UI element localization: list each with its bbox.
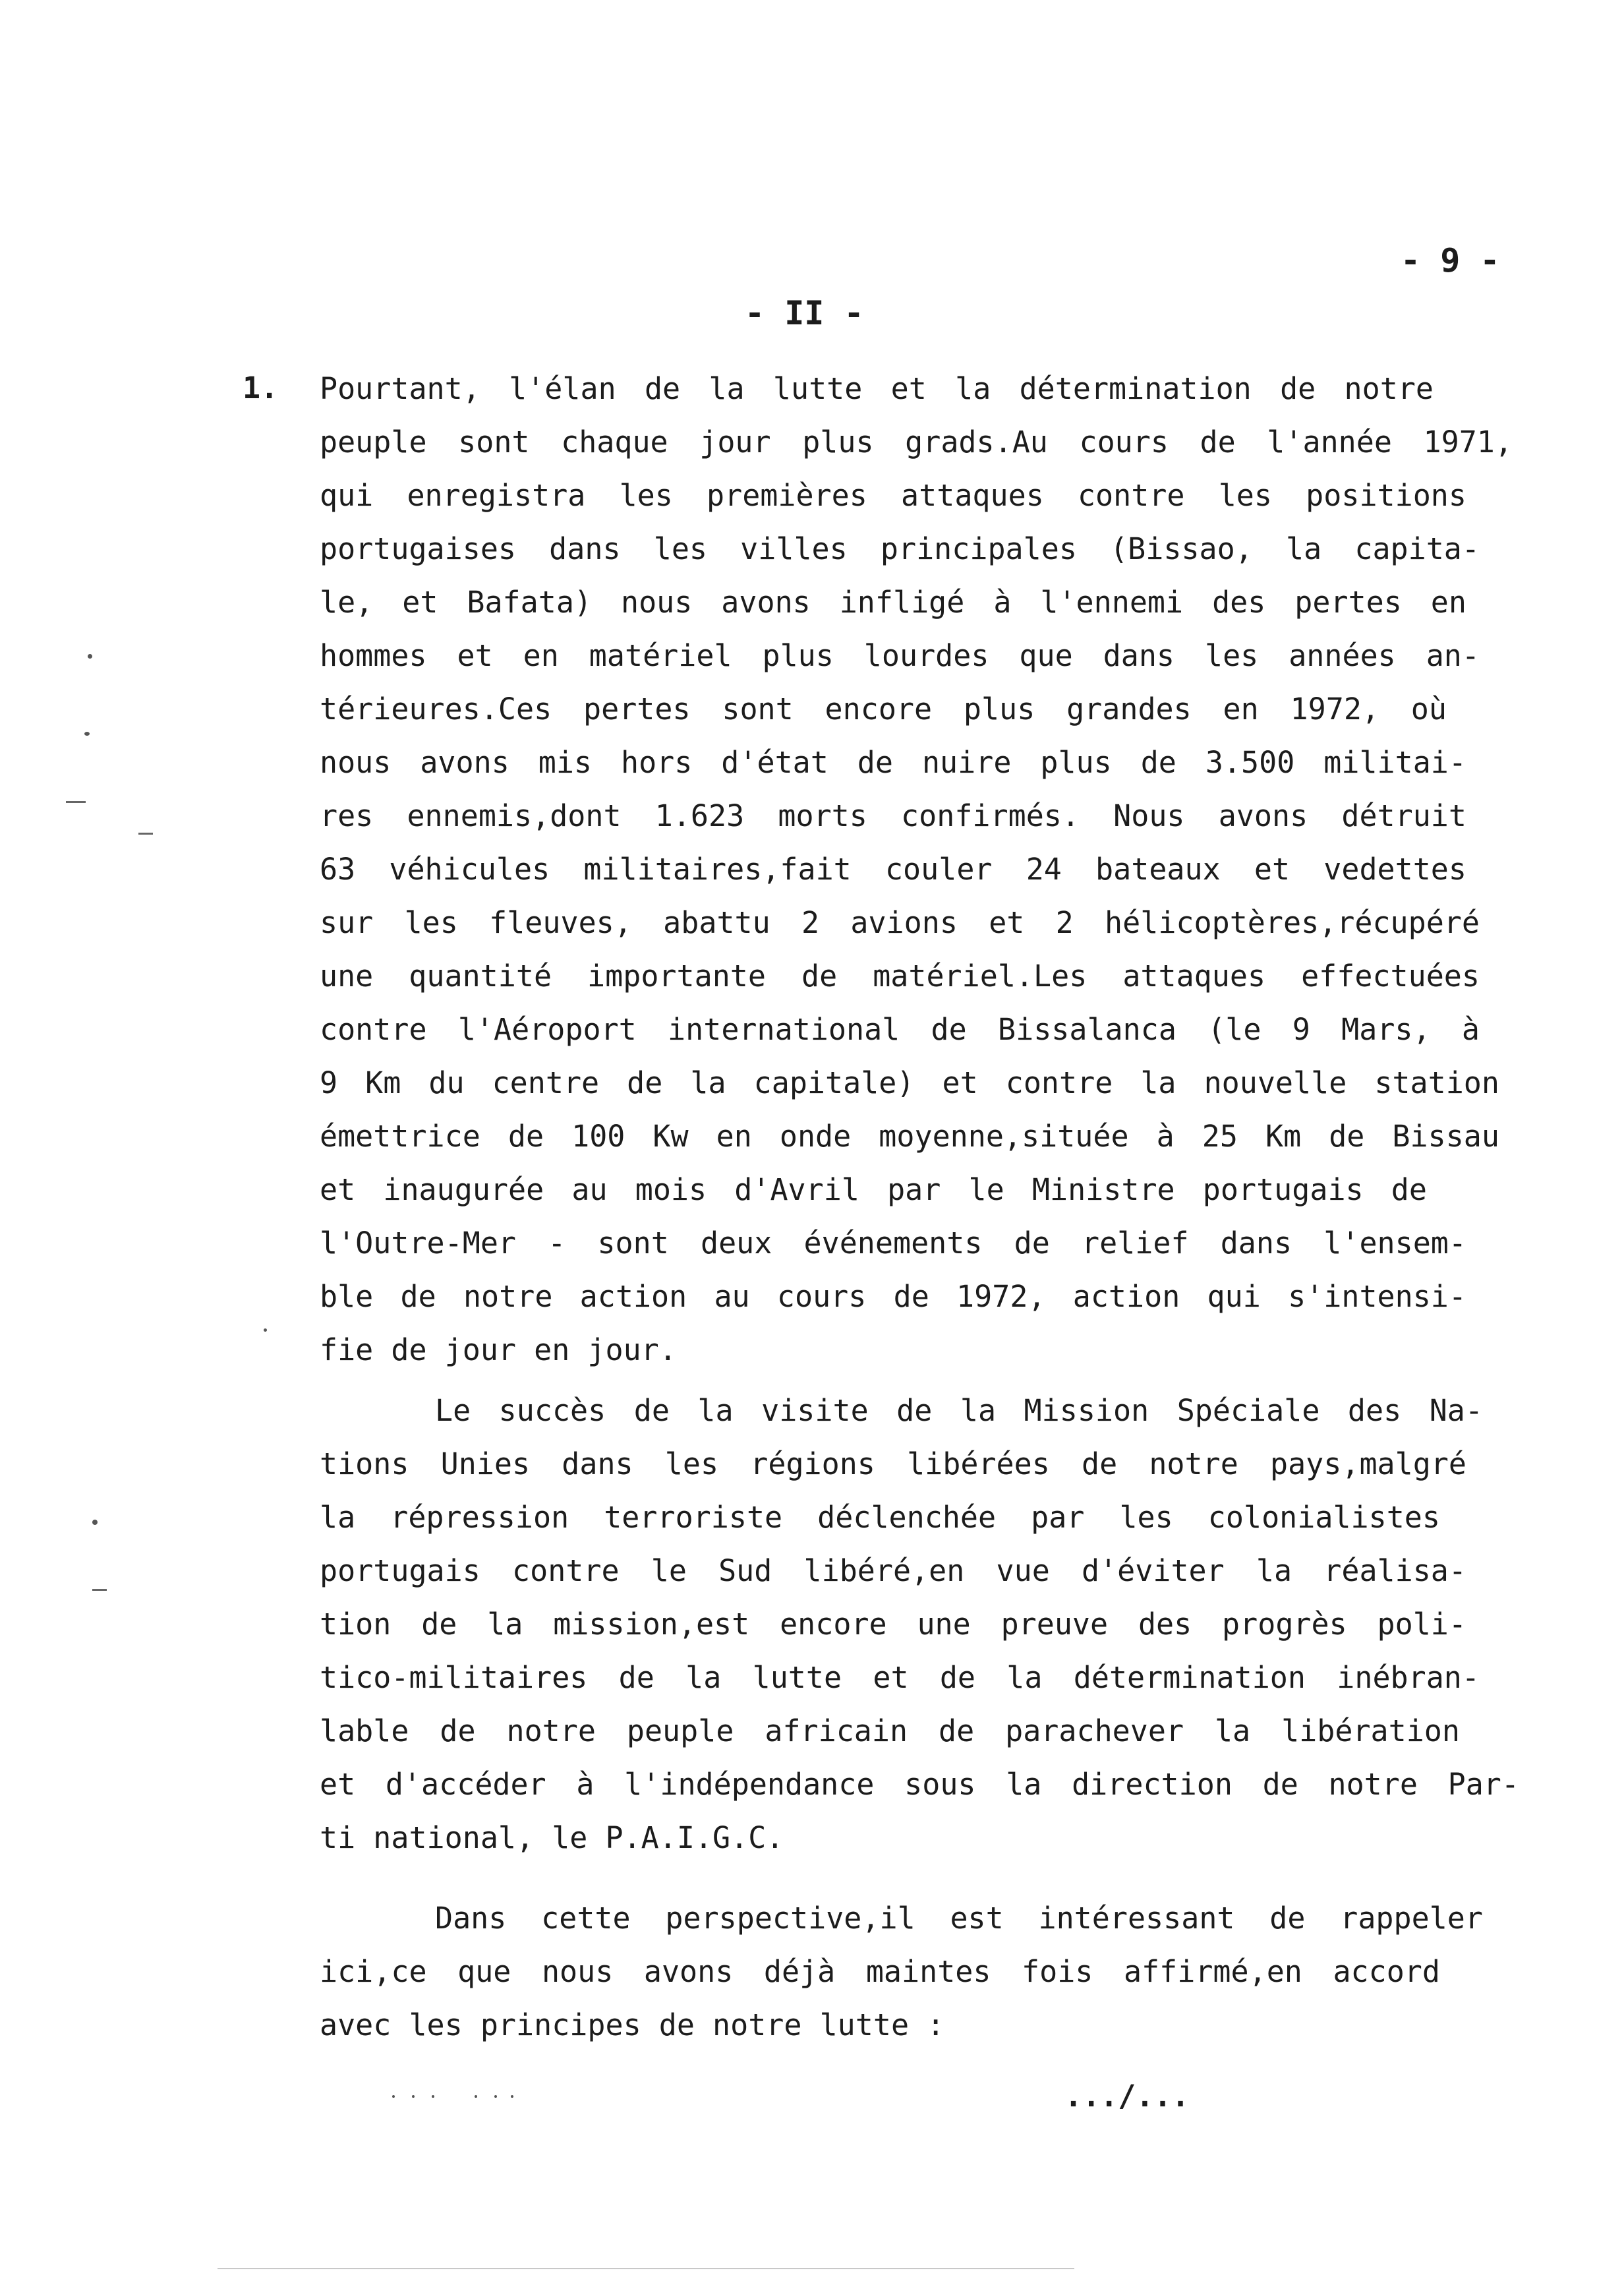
scan-speck <box>88 654 92 659</box>
scan-speck <box>264 1328 267 1332</box>
text-line: peuple sont chaque jour plus grads.Au cours de l'année 1971, <box>320 425 1513 460</box>
text-line: une quantité importante de matériel.Les attaques effectuées <box>320 959 1480 994</box>
scan-speck <box>84 732 90 736</box>
text-line: émettrice de 100 Kw en onde moyenne,située à 25 Km de Bissau <box>320 1119 1499 1154</box>
scan-bottom-edge <box>218 2268 1074 2269</box>
text-line: Dans cette perspective,il est intéressant de rappeler <box>435 1901 1483 1936</box>
scan-speck <box>494 2095 497 2098</box>
text-line: hommes et en matériel plus lourdes que dans les années an- <box>320 638 1480 673</box>
text-line: portugaises dans les villes principales (Bissao, la capita- <box>320 531 1480 566</box>
text-line: tion de la mission,est encore une preuve des progrès poli- <box>320 1607 1466 1642</box>
text-line: ble de notre action au cours de 1972, action qui s'intensi- <box>320 1279 1466 1314</box>
scan-speck <box>412 2095 415 2098</box>
paragraph-number: 1. <box>243 371 279 405</box>
text-line: res ennemis,dont 1.623 morts confirmés. Nous avons détruit <box>320 798 1466 833</box>
scan-speck <box>475 2095 477 2098</box>
text-line: le, et Bafata) nous avons infligé à l'ennemi des pertes en <box>320 585 1466 620</box>
text-line: avec les principes de notre lutte : <box>320 2007 945 2042</box>
section-heading: - II - <box>745 294 864 332</box>
scan-mark <box>138 833 153 835</box>
text-line: ici,ce que nous avons déjà maintes fois affirmé,en accord <box>320 1954 1440 1989</box>
text-line: fie de jour en jour. <box>320 1332 677 1367</box>
scan-speck <box>511 2095 513 2098</box>
text-line: sur les fleuves, abattu 2 avions et 2 hélicoptères,récupéré <box>320 905 1480 940</box>
scan-speck <box>392 2095 395 2098</box>
text-line: térieures.Ces pertes sont encore plus grandes en 1972, où <box>320 692 1447 727</box>
page-number: - 9 - <box>1401 241 1500 280</box>
text-line: contre l'Aéroport international de Bissalanca (le 9 Mars, à <box>320 1012 1480 1047</box>
scan-mark <box>92 1589 107 1591</box>
continuation-mark: .../... <box>1064 2079 1190 2114</box>
text-line: la répression terroriste déclenchée par les colonialistes <box>320 1500 1440 1535</box>
text-line: et d'accéder à l'indépendance sous la direction de notre Par- <box>320 1767 1519 1802</box>
text-line: portugais contre le Sud libéré,en vue d'éviter la réalisa- <box>320 1553 1466 1588</box>
text-line: lable de notre peuple africain de parachever la libération <box>320 1713 1460 1748</box>
text-line: 9 Km du centre de la capitale) et contre la nouvelle station <box>320 1065 1499 1100</box>
scan-speck <box>92 1520 98 1525</box>
text-line: qui enregistra les premières attaques contre les positions <box>320 478 1466 513</box>
scan-speck <box>432 2095 434 2098</box>
text-line: Le succès de la visite de la Mission Spéciale des Na- <box>435 1393 1483 1428</box>
text-line: ti national, le P.A.I.G.C. <box>320 1820 784 1855</box>
text-line: 63 véhicules militaires,fait couler 24 bateaux et vedettes <box>320 852 1466 887</box>
text-line: tions Unies dans les régions libérées de notre pays,malgré <box>320 1446 1466 1481</box>
text-line: Pourtant, l'élan de la lutte et la détermination de notre <box>320 371 1434 406</box>
scan-mark <box>66 801 86 803</box>
text-line: nous avons mis hors d'état de nuire plus de 3.500 militai- <box>320 745 1466 780</box>
text-line: et inaugurée au mois d'Avril par le Ministre portugais de <box>320 1172 1427 1207</box>
text-line: l'Outre-Mer - sont deux événements de relief dans l'ensem- <box>320 1226 1466 1261</box>
text-line: tico-militaires de la lutte et de la détermination inébran- <box>320 1660 1480 1695</box>
